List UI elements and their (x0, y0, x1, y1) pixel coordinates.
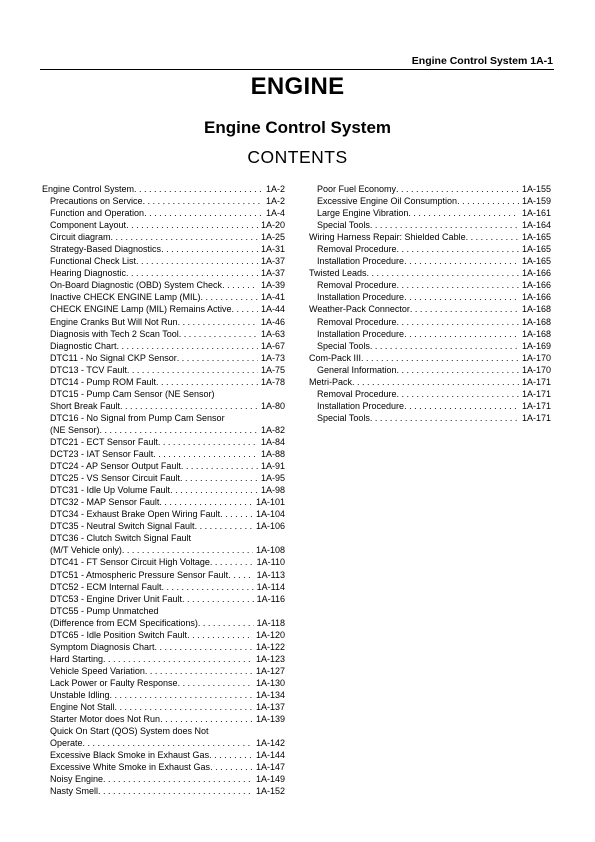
toc-entry[interactable] (42, 388, 285, 400)
toc-entry-title: Installation Procedure (317, 400, 405, 411)
toc-entry-page: 1A-159 (521, 196, 551, 207)
toc-entry-page: 1A-170 (521, 364, 551, 375)
toc-entry-title: Installation Procedure (317, 292, 405, 303)
toc-entry-page: 1A-165 (521, 244, 551, 255)
toc-entry-title: DTC36 - Clutch Switch Signal Fault (50, 533, 192, 544)
toc-entry-title: On-Board Diagnostic (OBD) System Check (50, 280, 223, 291)
toc-entry-title: Removal Procedure (317, 280, 397, 291)
toc-entry-title: Symptom Diagnosis Chart (50, 641, 155, 652)
toc-entry-title: Com-Pack III (309, 352, 362, 363)
toc-entry[interactable] (309, 340, 551, 352)
toc-entry-page: 1A-171 (521, 388, 551, 399)
toc-entry-page: 1A-82 (260, 424, 285, 435)
toc-entry[interactable] (42, 725, 285, 737)
toc-entry[interactable] (309, 328, 551, 340)
toc-entry[interactable] (42, 701, 285, 713)
toc-entry[interactable] (309, 267, 551, 279)
toc-entry[interactable] (42, 364, 285, 376)
toc-entry-page: 1A-142 (255, 738, 285, 749)
toc-dot-leader (404, 328, 519, 340)
toc-entry-page: 1A-164 (521, 220, 551, 231)
toc-dot-leader (195, 520, 253, 532)
toc-dot-leader (103, 773, 253, 785)
toc-dot-leader (170, 484, 258, 496)
toc-entry[interactable] (309, 243, 551, 255)
toc-dot-leader (156, 376, 258, 388)
toc-entry-page: 1A-116 (256, 593, 285, 604)
toc-entry[interactable] (309, 255, 551, 267)
toc-entry-page: 1A-78 (260, 376, 285, 387)
toc-entry-title: Function and Operation (50, 208, 145, 219)
chapter-title: ENGINE (250, 73, 345, 100)
toc-dot-leader (126, 219, 258, 231)
toc-entry-page: 1A-41 (260, 292, 285, 303)
toc-entry[interactable] (42, 231, 285, 243)
toc-entry-page: 1A-165 (521, 232, 551, 243)
toc-dot-leader (162, 581, 254, 593)
toc-entry-page: 1A-4 (265, 208, 285, 219)
toc-entry-title: DTC16 - No Signal from Pump Cam Sensor (50, 412, 225, 423)
toc-dot-leader (160, 713, 253, 725)
toc-entry-page: 1A-80 (260, 400, 285, 411)
toc-entry-title: Engine Control System (42, 184, 135, 194)
toc-entry[interactable] (42, 617, 285, 629)
toc-entry-page: 1A-137 (255, 702, 285, 713)
toc-entry-page: 1A-127 (255, 665, 285, 676)
toc-entry-title: DTC32 - MAP Sensor Fault (50, 497, 160, 508)
toc-entry[interactable] (42, 243, 285, 255)
toc-dot-leader (122, 544, 253, 556)
toc-entry-page: 1A-147 (255, 762, 285, 773)
toc-entry[interactable] (42, 436, 285, 448)
toc-entry-title: Nasty Smell (50, 786, 99, 797)
toc-entry-title: (NE Sensor) (50, 424, 100, 435)
toc-entry[interactable] (42, 713, 285, 725)
toc-entry-page: 1A-155 (521, 184, 551, 194)
toc-dot-leader (404, 255, 519, 267)
toc-entry-title: Functional Check List (50, 256, 137, 267)
toc-entry[interactable] (309, 316, 551, 328)
toc-entry[interactable] (309, 291, 551, 303)
toc-entry-title: Diagnostic Chart (50, 340, 117, 351)
toc-dot-leader (209, 749, 253, 761)
toc-entry-page: 1A-166 (521, 292, 551, 303)
toc-entry-title: CHECK ENGINE Lamp (MIL) Remains Active (50, 304, 232, 315)
toc-dot-leader (397, 388, 519, 400)
toc-entry-title: DTC35 - Neutral Switch Signal Fault (50, 521, 195, 532)
toc-entry-title: Diagnosis with Tech 2 Scan Tool (50, 328, 179, 339)
toc-dot-leader (98, 785, 253, 797)
toc-entry[interactable] (42, 496, 285, 508)
toc-entry-page: 1A-91 (260, 461, 285, 472)
toc-entry-page: 1A-2 (265, 196, 285, 207)
toc-entry-title: (Difference from ECM Specifications) (50, 617, 198, 628)
toc-dot-leader (370, 219, 519, 231)
toc-entry-page: 1A-104 (255, 509, 285, 520)
toc-entry[interactable] (42, 785, 285, 797)
toc-entry-page: 1A-166 (521, 280, 551, 291)
toc-dot-leader (210, 556, 254, 568)
toc-dot-leader (177, 352, 258, 364)
toc-entry[interactable] (42, 219, 285, 231)
toc-entry-title: Excessive Engine Oil Consumption (317, 196, 458, 207)
toc-entry-title: Excessive White Smoke in Exhaust Gas (50, 762, 211, 773)
toc-dot-leader (466, 231, 519, 243)
toc-dot-leader (367, 267, 519, 279)
toc-dot-leader (159, 496, 253, 508)
toc-dot-leader (222, 279, 258, 291)
toc-entry-page: 1A-20 (260, 220, 285, 231)
toc-entry[interactable] (42, 255, 285, 267)
toc-entry-page: 1A-63 (260, 328, 285, 339)
toc-entry[interactable] (42, 677, 285, 689)
toc-entry-title: Special Tools (317, 412, 370, 423)
toc-entry-page: 1A-168 (521, 328, 551, 339)
toc-dot-leader (210, 761, 253, 773)
toc-entry-title: DTC65 - Idle Position Switch Fault (50, 629, 188, 640)
toc-entry-page: 1A-134 (255, 689, 285, 700)
toc-dot-leader (228, 569, 254, 581)
toc-entry-title: DTC21 - ECT Sensor Fault (50, 436, 158, 447)
section-title: Engine Control System (203, 118, 392, 137)
toc-dot-leader (397, 243, 519, 255)
toc-entry-page: 1A-46 (260, 316, 285, 327)
toc-entry-title: General Information (317, 364, 397, 375)
toc-dot-leader (408, 207, 519, 219)
toc-entry[interactable] (42, 316, 285, 328)
toc-entry-title: Precautions on Service (50, 196, 143, 207)
toc-entry[interactable] (309, 219, 551, 231)
toc-dot-leader (110, 689, 253, 701)
toc-entry-page: 1A-130 (255, 677, 285, 688)
toc-entry-title: Starter Motor does Not Run (50, 714, 161, 725)
toc-entry-title: DTC11 - No Signal CKP Sensor (50, 352, 177, 363)
toc-dot-leader (145, 665, 253, 677)
toc-entry-page: 1A-171 (521, 400, 551, 411)
toc-dot-leader (181, 460, 258, 472)
toc-entry-page: 1A-67 (260, 340, 285, 351)
toc-dot-leader (178, 316, 258, 328)
toc-dot-leader (397, 364, 519, 376)
toc-dot-leader (370, 340, 519, 352)
toc-entry[interactable] (42, 665, 285, 677)
toc-entry[interactable] (42, 376, 285, 388)
toc-left-column (42, 183, 285, 797)
toc-dot-leader (179, 328, 258, 340)
toc-entry-page: 1A-2 (265, 184, 285, 194)
toc-entry-title: Excessive Black Smoke in Exhaust Gas (50, 750, 210, 761)
toc-entry-title: DTC14 - Pump ROM Fault (50, 376, 157, 387)
toc-dot-leader (134, 183, 263, 195)
toc-dot-leader (126, 267, 258, 279)
toc-entry[interactable] (42, 593, 285, 605)
toc-entry-page: 1A-169 (521, 340, 551, 351)
toc-entry[interactable] (309, 364, 551, 376)
toc-entry-title: Strategy-Based Diagnostics (50, 244, 162, 255)
toc-entry-title: Installation Procedure (317, 256, 405, 267)
toc-entry-title: Large Engine Vibration (317, 208, 409, 219)
toc-entry[interactable] (309, 412, 551, 424)
toc-entry-title: DTC24 - AP Sensor Output Fault (50, 461, 181, 472)
toc-entry-title: Weather-Pack Connector (309, 304, 410, 315)
toc-dot-leader (352, 376, 519, 388)
toc-entry[interactable] (42, 532, 285, 544)
toc-entry[interactable] (309, 352, 551, 364)
toc-entry[interactable] (309, 195, 551, 207)
toc-entry[interactable] (42, 279, 285, 291)
toc-entry-page: 1A-88 (260, 449, 285, 460)
toc-entry-page: 1A-170 (521, 352, 551, 363)
toc-dot-leader (370, 412, 519, 424)
toc-entry[interactable] (42, 424, 285, 436)
toc-dot-leader (155, 641, 253, 653)
toc-dot-leader (120, 400, 258, 412)
toc-right-column (309, 183, 551, 424)
toc-entry-title: DTC25 - VS Sensor Circuit Fault (50, 473, 181, 484)
toc-entry-title: Engine Not Stall (50, 702, 115, 713)
toc-entry-page: 1A-171 (521, 412, 551, 423)
toc-entry-title: Vehicle Speed Variation (50, 665, 145, 676)
toc-entry[interactable] (309, 400, 551, 412)
toc-entry-title: DTC55 - Pump Unmatched (50, 605, 159, 616)
toc-entry-title: DTC31 - Idle Up Volume Fault (50, 485, 171, 496)
toc-entry[interactable] (42, 472, 285, 484)
toc-entry[interactable] (42, 267, 285, 279)
toc-dot-leader (161, 243, 258, 255)
toc-entry-page: 1A-120 (255, 629, 285, 640)
toc-entry-title: DTC34 - Exhaust Brake Open Wiring Fault (50, 509, 221, 520)
toc-dot-leader (115, 701, 253, 713)
toc-entry-page: 1A-39 (260, 280, 285, 291)
toc-entry-page: 1A-101 (255, 497, 285, 508)
toc-dot-leader (397, 316, 519, 328)
toc-entry[interactable] (42, 605, 285, 617)
toc-entry-page: 1A-44 (260, 304, 285, 315)
toc-entry[interactable] (309, 388, 551, 400)
toc-entry[interactable] (42, 183, 285, 195)
toc-entry-page: 1A-114 (256, 581, 285, 592)
toc-entry-title: DCT23 - IAT Sensor Fault (50, 449, 154, 460)
toc-dot-leader (111, 231, 258, 243)
toc-entry-title: DTC13 - TCV Fault (50, 364, 127, 375)
toc-entry[interactable] (42, 581, 285, 593)
toc-entry[interactable] (42, 340, 285, 352)
toc-entry-title: Special Tools (317, 220, 370, 231)
toc-entry-page: 1A-161 (521, 208, 551, 219)
toc-entry[interactable] (309, 279, 551, 291)
toc-entry[interactable] (42, 291, 285, 303)
toc-entry[interactable] (42, 460, 285, 472)
toc-entry-page: 1A-166 (521, 268, 551, 279)
toc-entry-title: Short Break Fault (50, 400, 121, 411)
toc-entry-title: Quick On Start (QOS) System does Not (50, 726, 209, 737)
toc-entry-title: Circuit diagram (50, 232, 111, 243)
toc-entry-title: Special Tools (317, 340, 370, 351)
toc-entry[interactable] (309, 376, 551, 388)
toc-entry[interactable] (42, 749, 285, 761)
toc-dot-leader (100, 424, 258, 436)
toc-entry-page: 1A-31 (260, 244, 285, 255)
toc-entry-page: 1A-144 (255, 750, 285, 761)
toc-entry[interactable] (42, 569, 285, 581)
toc-dot-leader (404, 291, 519, 303)
toc-entry[interactable] (42, 544, 285, 556)
toc-dot-leader (144, 207, 263, 219)
toc-dot-leader (187, 629, 253, 641)
toc-entry[interactable] (42, 689, 285, 701)
toc-entry-title: DTC52 - ECM Internal Fault (50, 581, 162, 592)
toc-dot-leader (397, 279, 519, 291)
toc-dot-leader (178, 677, 253, 689)
toc-entry[interactable] (42, 737, 285, 749)
toc-entry-page: 1A-139 (255, 714, 285, 725)
toc-dot-leader (158, 436, 258, 448)
toc-entry[interactable] (309, 231, 551, 243)
toc-entry-page: 1A-113 (256, 569, 285, 580)
header-rule (40, 69, 554, 70)
toc-entry[interactable] (42, 641, 285, 653)
contents-heading: CONTENTS (247, 147, 348, 167)
toc-dot-leader (153, 448, 258, 460)
toc-entry[interactable] (42, 352, 285, 364)
toc-entry-title: Metri-Pack (309, 376, 353, 387)
running-header: Engine Control System 1A-1 (411, 55, 553, 67)
toc-entry-page: 1A-84 (260, 436, 285, 447)
toc-entry-title: Wiring Harness Repair: Shielded Cable (309, 232, 466, 243)
toc-entry[interactable] (42, 556, 285, 568)
toc-entry[interactable] (42, 400, 285, 412)
toc-dot-leader (201, 291, 258, 303)
toc-dot-leader (180, 472, 258, 484)
toc-entry[interactable] (42, 773, 285, 785)
toc-entry-page: 1A-152 (255, 786, 285, 797)
toc-entry-page: 1A-122 (255, 641, 285, 652)
toc-entry-page: 1A-123 (255, 653, 285, 664)
toc-entry-title: Removal Procedure (317, 316, 397, 327)
toc-entry-page: 1A-165 (521, 256, 551, 267)
toc-dot-leader (83, 737, 253, 749)
toc-dot-leader (457, 195, 519, 207)
toc-dot-leader (361, 352, 519, 364)
toc-entry-title: Unstable Idling (50, 689, 110, 700)
toc-entry-title: Lack Power or Faulty Response (50, 677, 178, 688)
toc-dot-leader (143, 195, 263, 207)
toc-entry-page: 1A-37 (260, 256, 285, 267)
toc-entry[interactable] (42, 448, 285, 460)
toc-entry[interactable] (42, 195, 285, 207)
toc-entry-title: Component Layout (50, 220, 127, 231)
toc-entry-title: Operate (50, 738, 83, 749)
toc-entry-title: Twisted Leads (309, 268, 367, 279)
toc-dot-leader (182, 593, 254, 605)
toc-dot-leader (404, 400, 519, 412)
toc-entry-title: Noisy Engine (50, 774, 104, 785)
toc-entry-page: 1A-171 (521, 376, 551, 387)
toc-entry-page: 1A-110 (256, 557, 285, 568)
toc-dot-leader (198, 617, 254, 629)
toc-entry[interactable] (42, 328, 285, 340)
toc-entry-title: Removal Procedure (317, 388, 397, 399)
toc-entry-title: Hard Starting (50, 653, 104, 664)
toc-entry[interactable] (309, 183, 551, 195)
toc-entry[interactable] (42, 207, 285, 219)
toc-entry-title: Hearing Diagnostic (50, 268, 127, 279)
toc-entry-title: Removal Procedure (317, 244, 397, 255)
toc-entry-title: Installation Procedure (317, 328, 405, 339)
toc-dot-leader (117, 340, 258, 352)
toc-entry-title: (M/T Vehicle only) (50, 545, 122, 556)
toc-entry[interactable] (42, 508, 285, 520)
toc-dot-leader (103, 653, 253, 665)
toc-entry-page: 1A-75 (260, 364, 285, 375)
toc-entry-page: 1A-168 (521, 316, 551, 327)
toc-entry-page: 1A-73 (260, 352, 285, 363)
toc-entry[interactable] (309, 207, 551, 219)
toc-entry-page: 1A-168 (521, 304, 551, 315)
toc-entry-page: 1A-25 (260, 232, 285, 243)
toc-dot-leader (396, 183, 519, 195)
toc-dot-leader (136, 255, 258, 267)
toc-entry-title: Engine Cranks But Will Not Run (50, 316, 178, 327)
toc-entry-page: 1A-98 (260, 485, 285, 496)
toc-entry[interactable] (42, 484, 285, 496)
toc-entry-title: DTC51 - Atmospheric Pressure Sensor Fault (50, 569, 229, 580)
toc-dot-leader (127, 364, 258, 376)
toc-entry[interactable] (42, 629, 285, 641)
toc-entry[interactable] (42, 412, 285, 424)
toc-entry[interactable] (42, 761, 285, 773)
toc-entry[interactable] (309, 303, 551, 315)
toc-dot-leader (410, 303, 519, 315)
toc-dot-leader (220, 508, 253, 520)
toc-entry-title: DTC53 - Engine Driver Unit Fault (50, 593, 183, 604)
toc-entry-title: DTC41 - FT Sensor Circuit High Voltage (50, 557, 210, 568)
toc-entry-page: 1A-149 (255, 774, 285, 785)
toc-entry[interactable] (42, 303, 285, 315)
toc-dot-leader (232, 303, 258, 315)
toc-entry[interactable] (42, 653, 285, 665)
toc-entry-page: 1A-95 (260, 473, 285, 484)
toc-entry-title: DTC15 - Pump Cam Sensor (NE Sensor) (50, 388, 215, 399)
toc-entry-title: Poor Fuel Economy (317, 184, 397, 194)
toc-entry-page: 1A-118 (256, 617, 285, 628)
toc-entry-title: Inactive CHECK ENGINE Lamp (MIL) (50, 292, 201, 303)
toc-entry-page: 1A-106 (255, 521, 285, 532)
toc-entry[interactable] (42, 520, 285, 532)
toc-entry-page: 1A-108 (255, 545, 285, 556)
toc-entry-page: 1A-37 (260, 268, 285, 279)
